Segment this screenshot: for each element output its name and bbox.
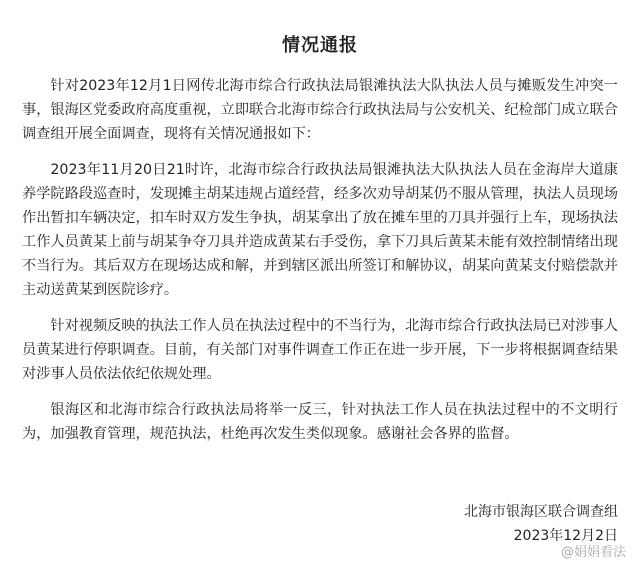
watermark-text: @娟娟看法 — [560, 545, 626, 560]
paragraph-closing: 银海区和北海市综合行政执法局将举一反三，针对执法工作人员在执法过程中的不文明行为，加强教育管理，规范执法，杜绝再次发生类似现象。感谢社会各界的监督。 — [22, 402, 618, 442]
signature-organization: 北海市银海区联合调查组 — [464, 504, 618, 520]
paragraph-intro: 针对2023年12月1日网传北海市综合行政执法局银滩执法大队执法人员与摊贩发生冲突一事，银海区党委政府高度重视，立即联合北海市综合行政执法局与公安机关、纪检部门成立联合调查组开展全面调查，现将有关情况通报如下： — [22, 78, 618, 142]
signature-date: 2023年12月2日 — [513, 528, 618, 544]
paragraph-incident: 2023年11月20日21时许，北海市综合行政执法局银滩执法大队执法人员在金海岸大道康养学院路段巡查时，发现摊主胡某违规占道经营，经多次劝导胡某仍不服从管理，执法人员现场作出暂扣车辆决定，扣车时双方发生争执，胡某拿出了放在摊车里的刀具并强行上车，现场执法工作人员黄某上前与胡某争夺刀具并造成黄某右手受伤，拿下刀具后黄某未能有效控制情绪出现不当行为。其后双方在现场达成和解，并到辖区派出所签订和解协议，胡某向黄某支付赔偿款并主动送黄某到医院诊疗。 — [22, 162, 618, 298]
document-title: 情况通报 — [282, 35, 358, 56]
paragraph-handling: 针对视频反映的执法工作人员在执法过程中的不当行为，北海市综合行政执法局已对涉事人员黄某进行停职调查。目前，有关部门对事件调查工作正在进一步开展，下一步将根据调查结果对涉事人员依法依纪依规处理。 — [22, 318, 618, 382]
watermark — [561, 541, 626, 560]
